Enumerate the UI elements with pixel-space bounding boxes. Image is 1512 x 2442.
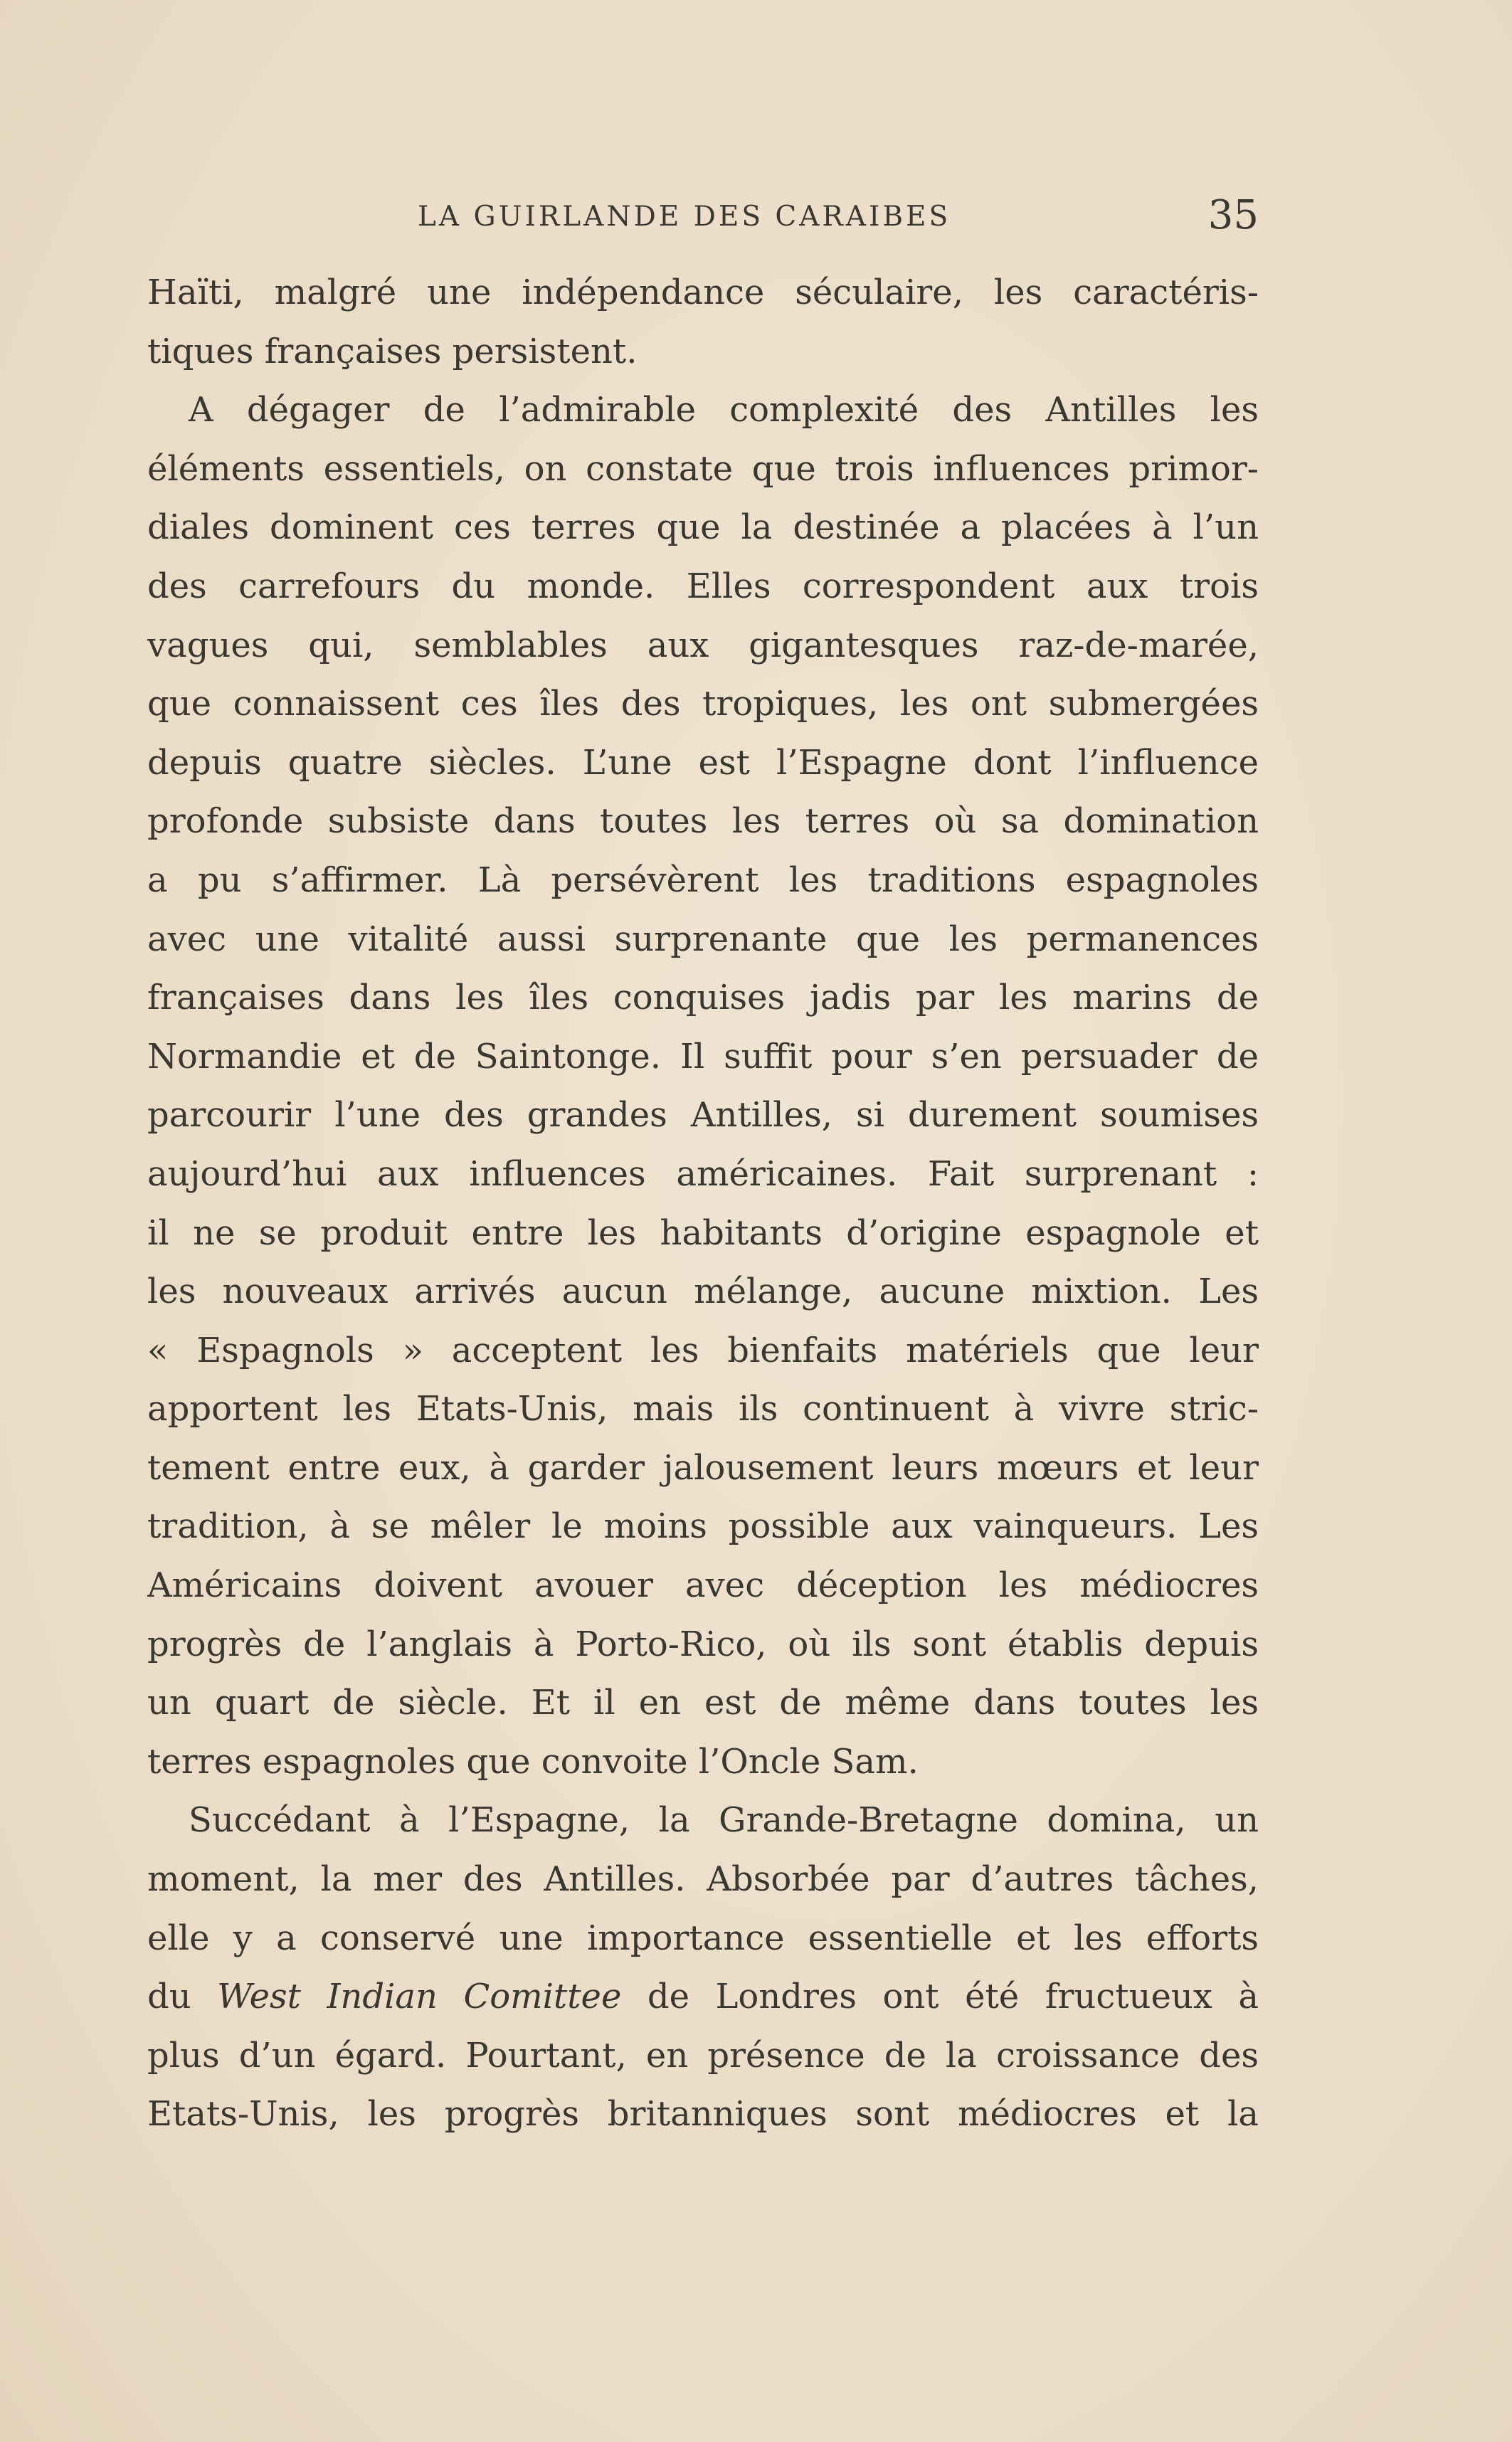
text-line: apportent les Etats-Unis, mais ils continuent à vivre stric-: [147, 1389, 1259, 1429]
text-line: terres espagnoles que convoite l’Oncle Sam.: [147, 1741, 919, 1782]
text-line: un quart de siècle. Et il en est de même dans toutes les: [147, 1683, 1259, 1723]
text-line: aujourd’hui aux influences américaines. Fait surprenant :: [147, 1153, 1259, 1194]
paragraph-first-line: Succédant à l’Espagne, la Grande-Bretagne domina, un: [189, 1800, 1259, 1841]
text-line: Normandie et de Saintonge. Il suffit pour s’en persuader de: [147, 1036, 1259, 1077]
text-line: Américains doivent avouer avec déception les médiocres: [147, 1565, 1259, 1606]
text-line-with-italic: [147, 1967, 1259, 2026]
text-line: Etats-Unis, les progrès britanniques sont médiocres et la: [147, 2094, 1259, 2135]
text-line: que connaissent ces îles des tropiques, les ont submergées: [147, 684, 1259, 724]
text-line: éléments essentiels, on constate que trois influences primor-: [147, 448, 1259, 489]
text-segment: de Londres ont été fructueux à: [621, 1977, 1259, 2017]
text-segment: du: [147, 1977, 218, 2017]
text-line: diales dominent ces terres que la destinée a placées à l’un: [147, 507, 1259, 548]
text-line: progrès de l’anglais à Porto-Rico, où ils sont établis depuis: [147, 1624, 1259, 1664]
page-header: [147, 192, 1259, 242]
page-number: 35: [1207, 192, 1259, 238]
italic-title: West Indian Comittee: [217, 1977, 622, 2017]
text-line: Haïti, malgré une indépendance séculaire, les caractéris-: [147, 273, 1259, 312]
text-line: tiques françaises persistent.: [147, 331, 638, 371]
text-line: moment, la mer des Antilles. Absorbée par d’autres tâches,: [147, 1859, 1259, 1900]
text-line: parcourir l’une des grandes Antilles, si durement soumises: [147, 1095, 1259, 1136]
text-line: il ne se produit entre les habitants d’origine espagnole et: [147, 1212, 1259, 1253]
text-line: « Espagnols » acceptent les bienfaits matériels que leur: [147, 1330, 1259, 1370]
text-line: profonde subsiste dans toutes les terres où sa domination: [147, 801, 1259, 842]
text-line: les nouveaux arrivés aucun mélange, aucune mixtion. Les: [147, 1272, 1259, 1312]
text-line: a pu s’affirmer. Là persévèrent les traditions espagnoles: [147, 860, 1259, 900]
running-title: LA GUIRLANDE DES CARAIBES: [418, 201, 951, 233]
text-line: des carrefours du monde. Elles correspondent aux trois: [147, 566, 1259, 606]
text-line: plus d’un égard. Pourtant, en présence de la croissance des: [147, 2035, 1259, 2076]
text-line: tement entre eux, à garder jalousement leurs mœurs et leur: [147, 1447, 1259, 1488]
text-line: tradition, à se mêler le moins possible aux vainqueurs. Les: [147, 1506, 1259, 1547]
text-line: françaises dans les îles conquises jadis par les marins de: [147, 978, 1259, 1018]
text-line: vagues qui, semblables aux gigantesques raz-de-marée,: [147, 625, 1259, 665]
text-line: avec une vitalité aussi surprenante que les permanences: [147, 919, 1259, 959]
body-text: [147, 263, 1259, 2144]
text-line: elle y a conservé une importance essentielle et les efforts: [147, 1918, 1259, 1958]
text-line: depuis quatre siècles. L’une est l’Espagne dont l’influence: [147, 742, 1259, 783]
paragraph-first-line: A dégager de l’admirable complexité des Antilles les: [189, 390, 1259, 430]
